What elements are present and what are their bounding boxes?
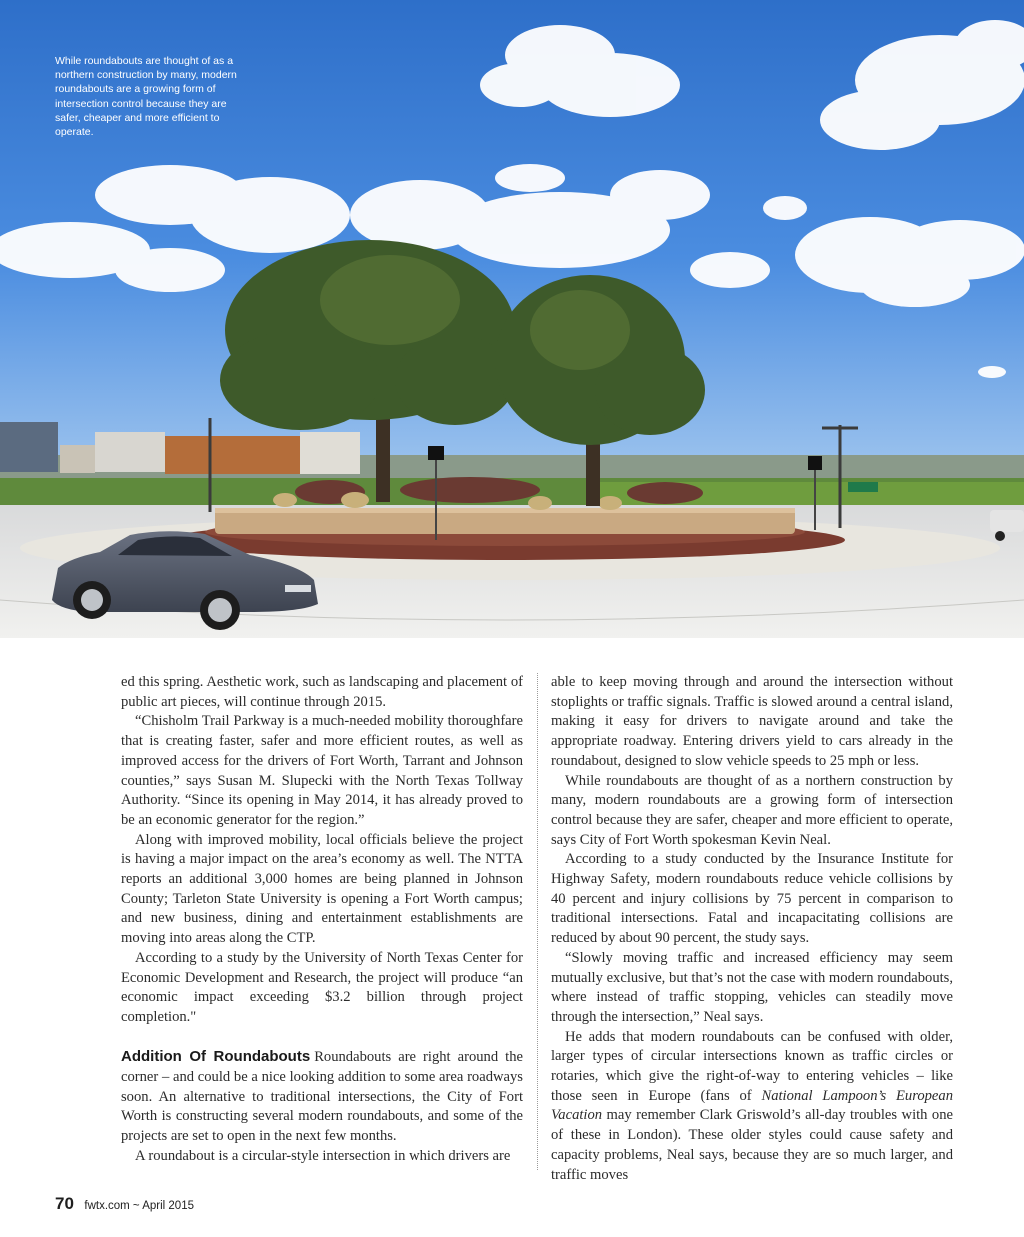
page-footer <box>55 1194 194 1214</box>
paragraph: “Chisholm Trail Parkway is a much-needed mobility thoroughfare that is creating faster, safer and more efficient routes, as well as improved access for the drivers of Fort Worth, Tarrant and Johnson counties,” says Susan M. Slupecki with the North Texas Tollway Authority. “Since its opening in May 2014, it has already proved to be an economic generator for the region.” <box>121 713 523 828</box>
paragraph: According to a study by the University of North Texas Center for Economic Development and Research, the project will produce “an economic impact exceeding $3.2 billion through project completion." <box>121 949 523 1025</box>
section-subhead: Addition Of Roundabouts <box>121 1048 311 1066</box>
paragraph: According to a study conducted by the Insurance Institute for Highway Safety, modern roundabouts reduce vehicle collisions by 40 percent and injury collisions by 75 percent in comparison to traditional intersections. Fatal and incapacitating collisions are reduced by about 90 percent, the study says. <box>551 851 953 947</box>
column-divider <box>537 673 538 1170</box>
paragraph: Addition Of Roundabouts Roundabouts are right around the corner – and could be a nice looking addition to some area roadways soon. An alternative to traditional intersections, the City of Fort Worth is constructing several modern roundabouts, and some of the projects are set to open in the next few months. <box>121 1048 523 1145</box>
paragraph: He adds that modern roundabouts can be confused with older, larger types of circular intersections known as traffic circles or rotaries, which give the right-of-way to entering vehicles – like those seen in Europe (fans of National Lampoon’s European Vacation may remember Clark Griswold’s all-day troubles with one of these in London). These older styles could cause safety and capacity problems, Neal says, because they are so much larger, and traffic moves <box>551 1028 953 1183</box>
paragraph: “Slowly moving traffic and increased efficiency may seem mutually exclusive, but that’s not the case with modern roundabouts, where instead of traffic stopping, vehicles can steadily move through the intersection,” Neal says. <box>551 949 953 1025</box>
film-title: National Lampoon’s European Vacation <box>551 1087 953 1124</box>
paragraph: Along with improved mobility, local officials believe the project is having a major impact on the area’s economy as well. The NTTA reports an additional 3,000 homes are being planned in Johnson County; Tarleton State University is opening a Fort Worth campus; and new business, dining and entertainment establishments are moving into areas along the CTP. <box>121 831 523 947</box>
photo-caption: While roundabouts are thought of as a northern construction by many, modern roundabouts are a growing form of intersection control because they are safer, cheaper and more efficient to operate. <box>55 55 237 139</box>
paragraph: ed this spring. Aesthetic work, such as landscaping and placement of public art pieces, will continue through 2015. <box>121 674 523 710</box>
footer-publication: fwtx.com ~ April 2015 <box>84 1200 194 1212</box>
paragraph: A roundabout is a circular-style intersection in which drivers are <box>135 1147 511 1164</box>
article-column-left <box>121 673 523 1167</box>
paragraph: While roundabouts are thought of as a northern construction by many, modern roundabouts are a growing form of intersection control because they are safer, cheaper and more efficient to operate, says City of Fort Worth spokesman Kevin Neal. <box>551 772 953 848</box>
paragraph: able to keep moving through and around the intersection without stoplights or traffic signals. Traffic is slowed around a central island, making it easy for drivers to navigate around and take the appropriate roadway. Entering drivers yield to cars already in the roundabout, designed to slow vehicle speeds to 25 mph or less. <box>551 674 953 769</box>
article-column-right <box>551 673 953 1185</box>
page-number: 70 <box>55 1194 74 1213</box>
